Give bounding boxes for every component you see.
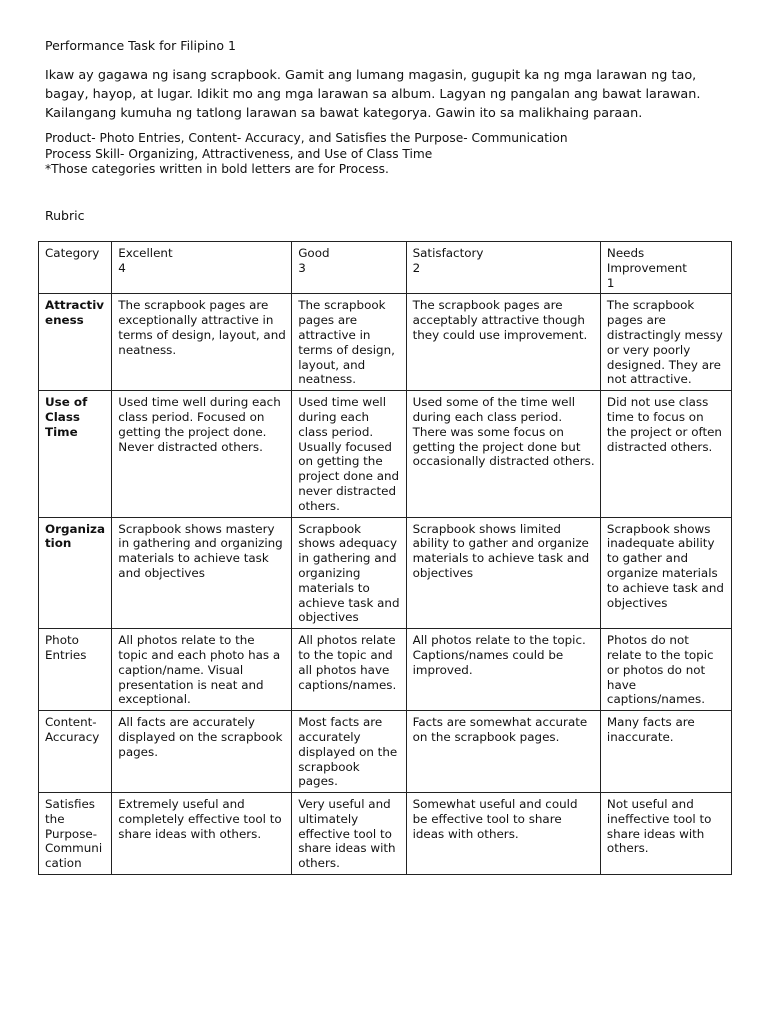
header-category: Category xyxy=(39,242,112,294)
level-label: Needs Improvement xyxy=(606,246,687,275)
level-score: 3 xyxy=(298,260,306,275)
table-cell: Most facts are accurately displayed on the scrapbook pages. xyxy=(292,711,406,793)
rubric-header-row xyxy=(39,242,732,294)
table-cell: Scrapbook shows limited ability to gather and organize materials to achieve task and objectives xyxy=(406,517,600,629)
notes-block xyxy=(45,131,725,178)
level-label: Excellent xyxy=(118,246,173,260)
header-needs-improvement xyxy=(600,242,731,294)
table-cell: Many facts are inaccurate. xyxy=(600,711,731,793)
document-title: Performance Task for Filipino 1 xyxy=(45,38,236,53)
category-cell: Satisfies the Purpose- Communication xyxy=(39,793,112,875)
table-cell: Scrapbook shows adequacy in gathering and organizing materials to achieve task and objectives xyxy=(292,517,406,629)
table-cell: All photos relate to the topic and each photo has a caption/name. Visual presentation is neat and exceptional. xyxy=(112,629,292,711)
instructions-paragraph: Ikaw ay gagawa ng isang scrapbook. Gamit ang lumang magasin, gugupit ka ng mga larawan ng tao, bagay, hayop, at lugar. Idikit mo ang mga larawan sa album. Lagyan ng pangalan ang bawat larawan. Kailangang kumuha ng tatlong larawan sa bawat kategorya. Gawin ito sa malikhaing paraan. xyxy=(45,68,701,121)
table-cell: Not useful and ineffective tool to share ideas with others. xyxy=(600,793,731,875)
table-row-satisfies-purpose xyxy=(39,793,732,875)
header-good xyxy=(292,242,406,294)
table-row-attractiveness xyxy=(39,294,732,391)
table-cell: The scrapbook pages are distractingly messy or very poorly designed. They are not attractive. xyxy=(600,294,731,391)
table-row-content-accuracy xyxy=(39,711,732,793)
table-cell: Extremely useful and completely effective tool to share ideas with others. xyxy=(112,793,292,875)
category-cell: Attractiveness xyxy=(39,294,112,391)
table-row-organization xyxy=(39,517,732,629)
rubric-table xyxy=(38,241,732,875)
table-cell: Used time well during each class period. Focused on getting the project done. Never distracted others. xyxy=(112,391,292,517)
table-cell: Scrapbook shows inadequate ability to gather and organize materials to achieve task and objectives xyxy=(600,517,731,629)
category-cell: Organization xyxy=(39,517,112,629)
level-score: 2 xyxy=(412,260,421,275)
table-cell: Scrapbook shows mastery in gathering and organizing materials to achieve task and objectives xyxy=(112,517,292,629)
document-page xyxy=(45,38,725,230)
level-label: Satisfactory xyxy=(412,246,484,260)
table-cell: Facts are somewhat accurate on the scrapbook pages. xyxy=(406,711,600,793)
level-label: Good xyxy=(298,246,330,260)
level-score: 1 xyxy=(606,275,615,290)
table-cell: The scrapbook pages are acceptably attractive though they could use improvement. xyxy=(406,294,600,391)
rubric-label: Rubric xyxy=(45,207,85,223)
table-cell: Used time well during each class period. Usually focused on getting the project done and never distracted others. xyxy=(292,391,406,517)
bold-note: *Those categories written in bold letters are for Process. xyxy=(45,162,389,176)
category-cell: Content-Accuracy xyxy=(39,711,112,793)
level-score: 4 xyxy=(118,260,126,275)
header-satisfactory xyxy=(406,242,600,294)
category-cell: Photo Entries xyxy=(39,629,112,711)
table-cell: Somewhat useful and could be effective tool to share ideas with others. xyxy=(406,793,600,875)
table-cell: The scrapbook pages are exceptionally attractive in terms of design, layout, and neatness. xyxy=(112,294,292,391)
table-cell: Did not use class time to focus on the project or often distracted others. xyxy=(600,391,731,517)
table-row-use-of-class-time xyxy=(39,391,732,517)
table-cell: All photos relate to the topic. Captions/names could be improved. xyxy=(406,629,600,711)
header-excellent xyxy=(112,242,292,294)
category-cell: Use of Class Time xyxy=(39,391,112,517)
table-row-photo-entries xyxy=(39,629,732,711)
table-cell: Photos do not relate to the topic or photos do not have captions/names. xyxy=(600,629,731,711)
table-cell: All photos relate to the topic and all photos have captions/names. xyxy=(292,629,406,711)
table-cell: All facts are accurately displayed on the scrapbook pages. xyxy=(112,711,292,793)
table-cell: The scrapbook pages are attractive in terms of design, layout, and neatness. xyxy=(292,294,406,391)
product-note: Product- Photo Entries, Content- Accuracy, and Satisfies the Purpose- Communication xyxy=(45,131,568,145)
process-note: Process Skill- Organizing, Attractiveness, and Use of Class Time xyxy=(45,146,433,161)
table-cell: Very useful and ultimately effective tool to share ideas with others. xyxy=(292,793,406,875)
table-cell: Used some of the time well during each class period. There was some focus on getting the project done but occasionally distracted others. xyxy=(406,391,600,517)
